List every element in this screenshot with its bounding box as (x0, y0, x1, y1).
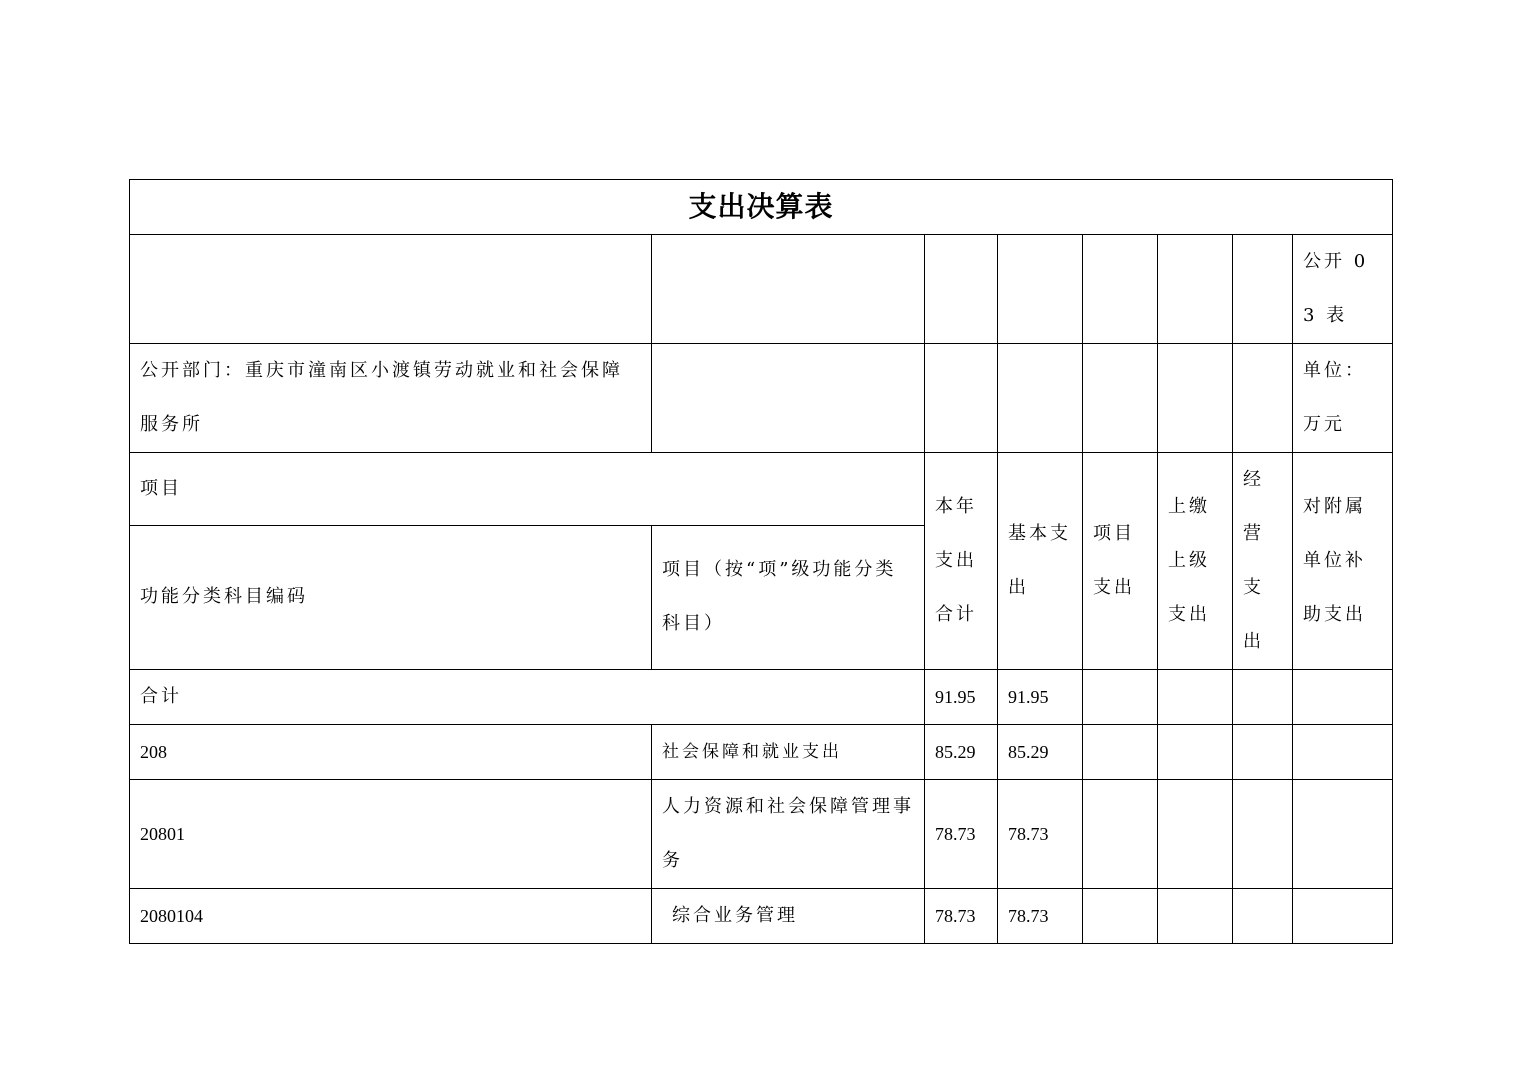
blank-cell (1293, 889, 1393, 944)
blank-cell (652, 235, 925, 344)
header-function-code: 功能分类科目编码 (130, 525, 652, 669)
unit-label: 单位：万元 (1293, 344, 1393, 453)
table-row (130, 889, 1393, 944)
blank-cell (1233, 780, 1293, 889)
header-basic: 基本支出 (998, 453, 1083, 670)
total-row (130, 670, 1393, 725)
header-subsidy: 对附属单位补助支出 (1293, 453, 1393, 670)
row-total: 78.73 (925, 889, 998, 944)
blank-cell (1233, 344, 1293, 453)
blank-cell (1083, 235, 1158, 344)
blank-cell (998, 235, 1083, 344)
row-basic: 85.29 (998, 725, 1083, 780)
table-row (130, 780, 1393, 889)
blank-cell (1158, 344, 1233, 453)
blank-cell (652, 344, 925, 453)
header-project: 项目支出 (1083, 453, 1158, 670)
blank-cell (130, 235, 652, 344)
row-total: 85.29 (925, 725, 998, 780)
blank-cell (1158, 889, 1233, 944)
row-basic: 78.73 (998, 780, 1083, 889)
total-basic: 91.95 (998, 670, 1083, 725)
table-title: 支出决算表 (130, 180, 1393, 235)
header-remit: 上缴上级支出 (1158, 453, 1233, 670)
blank-cell (925, 235, 998, 344)
blank-cell (1083, 725, 1158, 780)
blank-cell (1233, 725, 1293, 780)
form-number: 公开 03 表 (1293, 235, 1393, 344)
row-code: 20801 (130, 780, 652, 889)
row-total: 78.73 (925, 780, 998, 889)
expenditure-table (129, 179, 1393, 944)
blank-cell (1233, 670, 1293, 725)
header-item-name: 项目（按“项”级功能分类科目） (652, 525, 925, 669)
row-name: 社会保障和就业支出 (652, 725, 925, 780)
header-operating: 经营支出 (1233, 453, 1293, 670)
blank-cell (1158, 235, 1233, 344)
blank-cell (1293, 725, 1393, 780)
row-code: 2080104 (130, 889, 652, 944)
department-label: 公开部门：重庆市潼南区小渡镇劳动就业和社会保障服务所 (130, 344, 652, 453)
header-item: 项目 (130, 453, 925, 526)
row-name: 人力资源和社会保障管理事务 (652, 780, 925, 889)
total-label: 合计 (130, 670, 925, 725)
blank-cell (1083, 670, 1158, 725)
blank-cell (1293, 780, 1393, 889)
header-total: 本年支出合计 (925, 453, 998, 670)
blank-cell (1083, 889, 1158, 944)
row-code: 208 (130, 725, 652, 780)
table-row (130, 725, 1393, 780)
blank-cell (1293, 670, 1393, 725)
blank-cell (1158, 670, 1233, 725)
blank-cell (925, 344, 998, 453)
blank-cell (998, 344, 1083, 453)
blank-cell (1083, 344, 1158, 453)
blank-cell (1233, 235, 1293, 344)
blank-cell (1158, 725, 1233, 780)
total-amount: 91.95 (925, 670, 998, 725)
blank-cell (1083, 780, 1158, 889)
row-basic: 78.73 (998, 889, 1083, 944)
blank-cell (1233, 889, 1293, 944)
row-name: 综合业务管理 (652, 889, 925, 944)
blank-cell (1158, 780, 1233, 889)
